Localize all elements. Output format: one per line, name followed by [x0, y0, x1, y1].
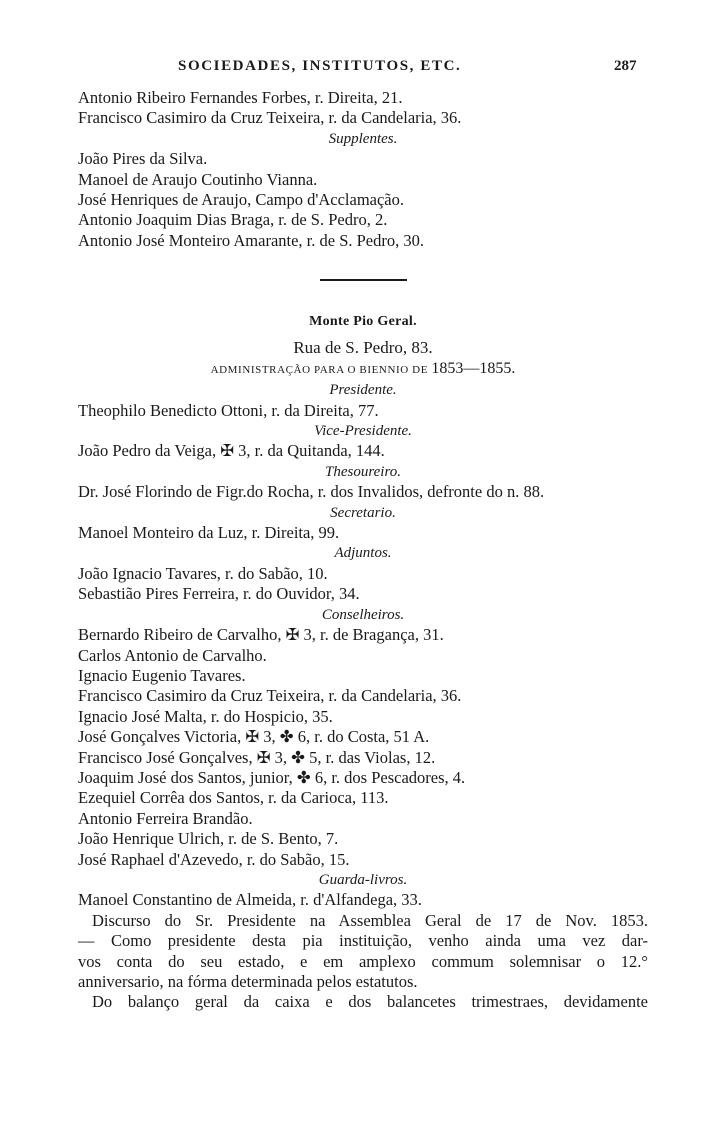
member-line: Joaquim José dos Santos, junior, ✤ 6, r. dos Pescadores, 4.: [78, 767, 466, 787]
running-title: SOCIEDADES, INSTITUTOS, ETC.: [178, 58, 462, 74]
divider-rule: [320, 279, 407, 281]
member-line: Manoel Monteiro da Luz, r. Direita, 99.: [78, 523, 340, 543]
member-line: Dr. José Florindo de Figr.do Rocha, r. dos Invalidos, defronte do n. 88.: [78, 482, 545, 502]
member-line: Ezequiel Corrêa dos Santos, r. da Carioca, 113.: [78, 788, 389, 808]
member-line: Antonio Ribeiro Fernandes Forbes, r. Direita, 21.: [78, 88, 403, 107]
monte-pio-section: [78, 312, 648, 1013]
role-heading: Conselheiros.: [321, 606, 405, 623]
role-heading: Thesoureiro.: [325, 463, 401, 480]
member-line: João Pedro da Veiga, ✠ 3, r. da Quitanda, 144.: [78, 441, 385, 461]
role-heading: Guarda-livros.: [318, 871, 408, 888]
page-number: 287: [614, 58, 637, 74]
member-line: José Henriques de Araujo, Campo d'Acclamação.: [78, 190, 404, 210]
member-line: Francisco Casimiro da Cruz Teixeira, r. da Candelaria, 36.: [78, 108, 462, 128]
member-line: Bernardo Ribeiro de Carvalho, ✠ 3, r. de Bragança, 31.: [78, 625, 444, 645]
member-line: Antonio Ferreira Brandão.: [78, 808, 253, 828]
member-line: Carlos Antonio de Carvalho.: [78, 645, 267, 665]
speech-line: Do balanço geral da caixa e dos balancetes trimestraes, devidamente: [92, 992, 648, 1012]
administration-years: 1853—1855.: [431, 359, 516, 377]
member-line: João Ignacio Tavares, r. do Sabão, 10.: [78, 563, 328, 583]
speech-line: — Como presidente desta pia instituição, venho ainda uma vez dar-: [78, 931, 648, 951]
member-line: Francisco José Gonçalves, ✠ 3, ✤ 5, r. das Violas, 12.: [78, 747, 436, 767]
speech-line: anniversario, na fórma determinada pelos estatutos.: [78, 972, 418, 991]
role-heading: Presidente.: [329, 382, 397, 399]
role-heading: Adjuntos.: [334, 545, 392, 562]
member-line: José Gonçalves Victoria, ✠ 3, ✤ 6, r. do Costa, 51 A.: [78, 727, 430, 747]
member-line: Sebastião Pires Ferreira, r. do Ouvidor, 34.: [78, 584, 360, 604]
divider: [78, 279, 648, 281]
supplentes-heading: Supplentes.: [328, 130, 398, 147]
speech-line: vos conta do seu estado, e em amplexo commum solemnisar o 12.°: [78, 951, 648, 971]
member-line: João Pires da Silva.: [78, 149, 208, 169]
member-line: Ignacio José Malta, r. do Hospicio, 35.: [78, 706, 333, 726]
institution-address: Rua de S. Pedro, 83.: [293, 338, 433, 358]
member-line: Antonio Joaquim Dias Braga, r. de S. Pedro, 2.: [78, 210, 388, 230]
member-line: José Raphael d'Azevedo, r. do Sabão, 15.: [78, 849, 350, 869]
member-line: Manoel Constantino de Almeida, r. d'Alfandega, 33.: [78, 890, 422, 910]
member-line: Theophilo Benedicto Ottoni, r. da Direita, 77.: [78, 400, 379, 420]
top-section: [78, 88, 648, 251]
administration-label: ADMINISTRAÇÃO PARA O BIENNIO DE: [210, 363, 429, 376]
member-line: João Henrique Ulrich, r. de S. Bento, 7.: [78, 829, 339, 849]
member-line: Ignacio Eugenio Tavares.: [78, 665, 246, 685]
administration-line: [78, 359, 648, 380]
section-title: Monte Pio Geral.: [309, 314, 417, 329]
role-heading: Vice-Presidente.: [314, 423, 412, 440]
member-line: Francisco Casimiro da Cruz Teixeira, r. da Candelaria, 36.: [78, 686, 462, 706]
member-line: Manoel de Araujo Coutinho Vianna.: [78, 169, 318, 189]
speech-line: Discurso do Sr. Presidente na Assemblea Geral de 17 de Nov. 1853.: [92, 910, 648, 930]
member-line: Antonio José Monteiro Amarante, r. de S. Pedro, 30.: [78, 230, 425, 250]
role-heading: Secretario.: [330, 504, 396, 521]
page-header: [0, 58, 704, 82]
